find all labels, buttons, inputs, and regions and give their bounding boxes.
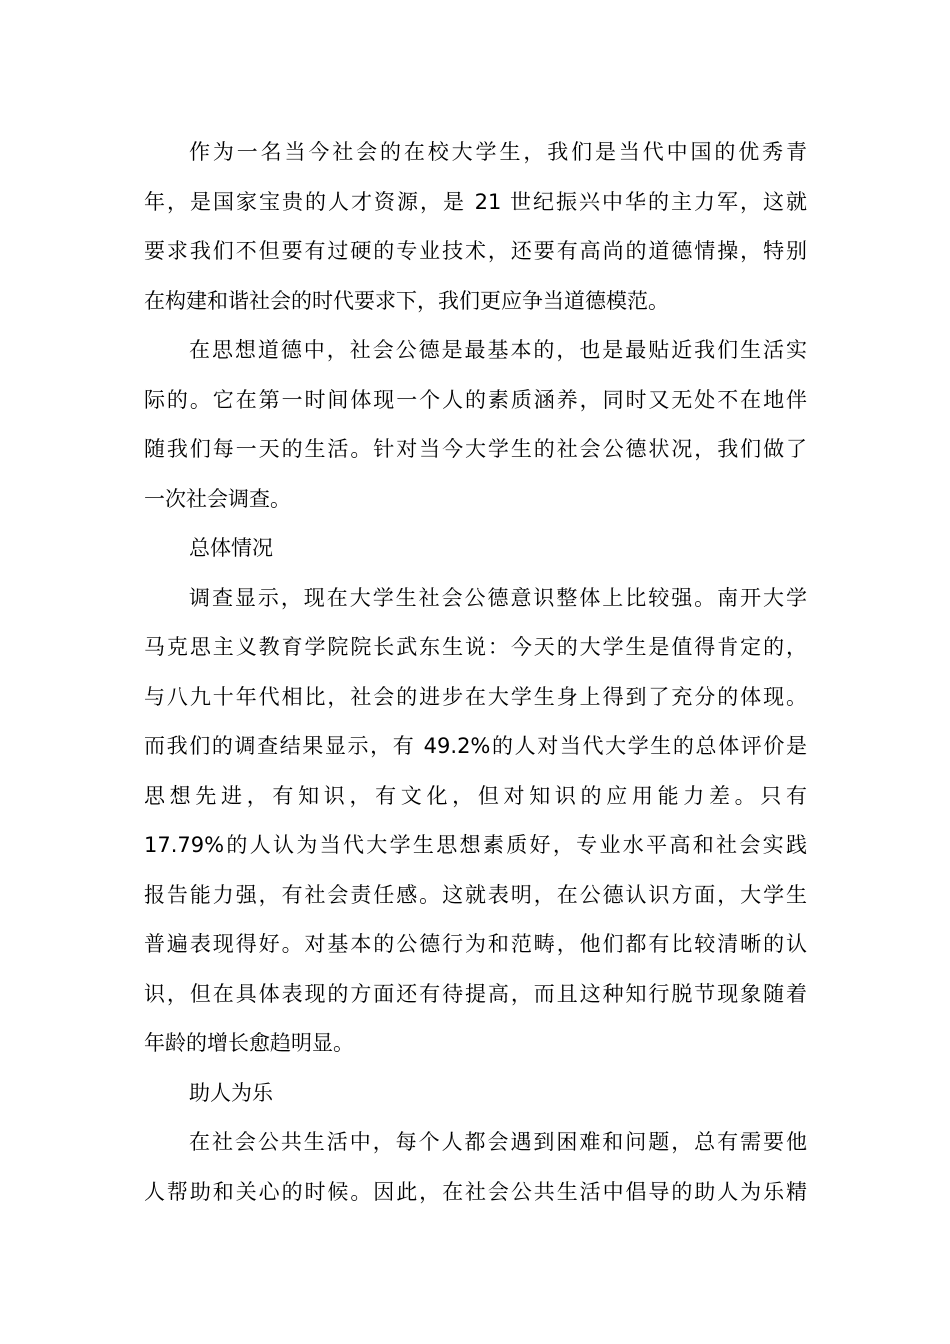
paragraph-3-line-1: 调查显示，现在大学生社会公德意识整体上比较强。南开大学 xyxy=(189,585,807,610)
paragraph-3-line-2: 马克思主义教育学院院长武东生说：今天的大学生是值得肯定的， xyxy=(144,635,807,659)
paragraph-3-line-10: 年龄的增长愈趋明显。 xyxy=(144,1031,354,1055)
document-body xyxy=(144,128,807,1217)
section-heading-overall: 总体情况 xyxy=(189,536,273,560)
paragraph-3-line-8: 普遍表现得好。对基本的公德行为和范畴，他们都有比较清晰的认 xyxy=(144,932,807,956)
paragraph-4-line-2: 人帮助和关心的时候。因此，在社会公共生活中倡导的助人为乐精 xyxy=(144,1179,807,1204)
paragraph-2-line-1: 在思想道德中，社会公德是最基本的，也是最贴近我们生活实 xyxy=(189,338,807,362)
paragraph-3-line-4: 而我们的调查结果显示，有 49.2%的人对当代大学生的总体评价是 xyxy=(144,734,807,758)
paragraph-2-line-4: 一次社会调查。 xyxy=(144,486,291,511)
paragraph-2-line-3: 随我们每一天的生活。针对当今大学生的社会公德状况，我们做了 xyxy=(144,437,807,461)
paragraph-1-line-3: 要求我们不但要有过硬的专业技术，还要有高尚的道德情操，特别 xyxy=(144,239,807,263)
paragraph-3-line-3: 与八九十年代相比，社会的进步在大学生身上得到了充分的体现。 xyxy=(144,684,807,709)
paragraph-1-line-2: 年，是国家宝贵的人才资源，是 21 世纪振兴中华的主力军，这就 xyxy=(144,189,807,214)
paragraph-4-line-1: 在社会公共生活中，每个人都会遇到困难和问题，总有需要他 xyxy=(189,1130,807,1154)
paragraph-3-line-6: 17.79%的人认为当代大学生思想素质好，专业水平高和社会实践 xyxy=(144,833,807,857)
section-heading-helping: 助人为乐 xyxy=(189,1080,273,1105)
paragraph-1-line-4: 在构建和谐社会的时代要求下，我们更应争当道德模范。 xyxy=(144,288,669,313)
paragraph-2-line-2: 际的。它在第一时间体现一个人的素质涵养，同时又无处不在地伴 xyxy=(144,387,807,412)
paragraph-3-line-5: 思想先进，有知识，有文化，但对知识的应用能力差。只有 xyxy=(144,783,807,808)
paragraph-3-line-9: 识，但在具体表现的方面还有待提高，而且这种知行脱节现象随着 xyxy=(144,981,807,1006)
paragraph-1-line-1: 作为一名当今社会的在校大学生，我们是当代中国的优秀青 xyxy=(189,140,807,164)
paragraph-3-line-7: 报告能力强，有社会责任感。这就表明，在公德认识方面，大学生 xyxy=(144,882,807,907)
